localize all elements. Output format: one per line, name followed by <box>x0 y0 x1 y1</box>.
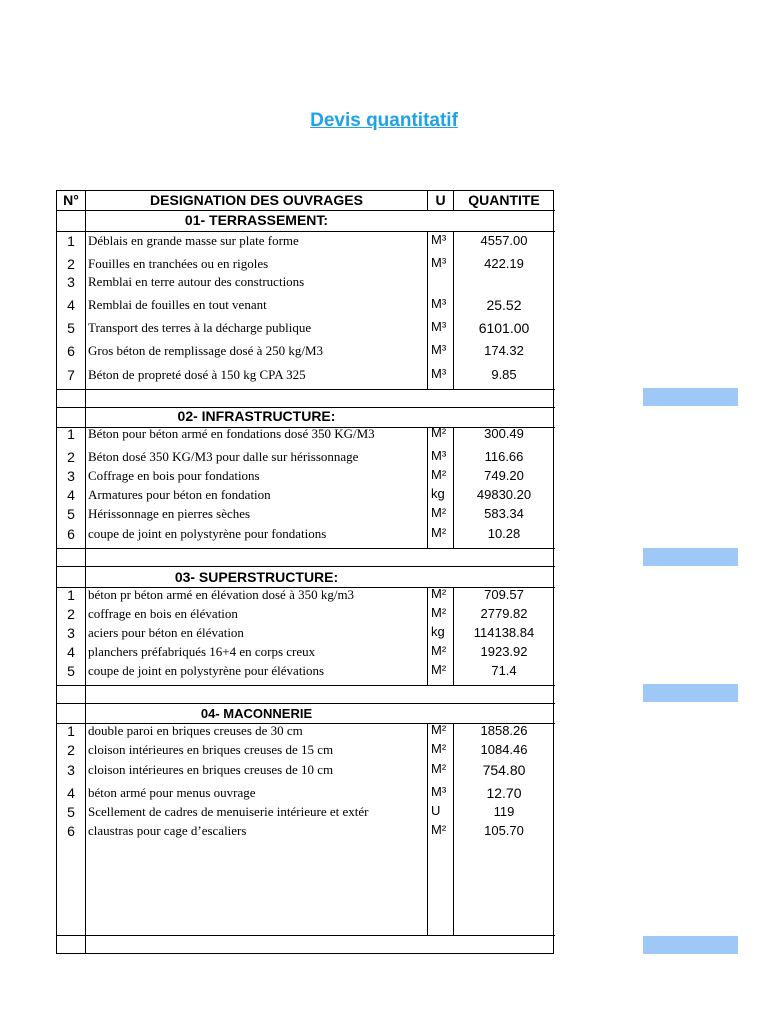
section-title-terrassement: 01- TERRASSEMENT: <box>184 212 329 228</box>
row-number: 1 <box>67 426 75 442</box>
table-row <box>57 341 555 361</box>
table-row <box>57 661 555 681</box>
row-designation: Remblai en terre autour des constructions <box>88 274 305 289</box>
table-row <box>57 721 555 741</box>
row-unit: M³ <box>431 784 447 799</box>
row-designation: Coffrage en bois pour fondations <box>88 468 260 483</box>
row-designation: cloison intérieures en briques creuses de 10 cm <box>88 762 334 777</box>
row-number: 1 <box>67 723 75 739</box>
table-row <box>57 740 555 760</box>
table-rule <box>57 210 555 211</box>
table-rule <box>57 703 555 704</box>
table-row <box>57 447 555 467</box>
row-number: 2 <box>67 449 75 465</box>
table-rule <box>57 389 555 390</box>
row-unit: M² <box>431 425 447 440</box>
row-quantity: 1858.26 <box>480 723 528 738</box>
row-designation: planchers préfabriqués 16+4 en corps creux <box>88 644 316 659</box>
row-unit: M² <box>431 662 447 677</box>
table-row <box>57 466 555 486</box>
document-title: Devis quantitatif <box>310 110 458 131</box>
row-designation: Déblais en grande masse sur plate forme <box>88 233 299 248</box>
row-quantity: 300.49 <box>484 426 524 441</box>
row-quantity: 12.70 <box>486 785 522 801</box>
row-quantity: 4557.00 <box>480 233 528 248</box>
row-quantity: 749.20 <box>484 468 524 483</box>
row-number: 6 <box>67 343 75 359</box>
row-designation: Béton dosé 350 KG/M3 pour dalle sur hérissonnage <box>88 449 359 464</box>
table-rule <box>57 566 555 567</box>
row-number: 5 <box>67 663 75 679</box>
row-number: 2 <box>67 742 75 758</box>
row-number: 5 <box>67 506 75 522</box>
column-rule <box>85 389 86 407</box>
table-rule <box>57 685 555 686</box>
row-unit: M² <box>431 467 447 482</box>
column-rule <box>85 703 86 723</box>
quantity-table <box>56 190 554 954</box>
row-designation: Hérissonnage en pierres sèches <box>88 506 251 521</box>
table-row <box>57 783 555 803</box>
row-quantity: 114138.84 <box>473 625 535 640</box>
row-quantity: 119 <box>493 804 515 819</box>
table-row <box>57 424 555 444</box>
row-unit: M² <box>431 505 447 520</box>
table-row <box>57 760 555 780</box>
column-rule <box>85 935 86 953</box>
row-designation: Gros béton de remplissage dosé à 250 kg/M3 <box>88 343 324 358</box>
row-number: 3 <box>67 625 75 641</box>
table-row <box>57 365 555 385</box>
table-row <box>57 623 555 643</box>
row-unit: M³ <box>431 319 447 334</box>
table-row <box>57 802 555 822</box>
table-rule <box>57 548 555 549</box>
row-unit: M² <box>431 722 447 737</box>
row-quantity: 9.85 <box>491 367 517 382</box>
row-quantity: 105.70 <box>484 823 524 838</box>
row-quantity: 754.80 <box>482 762 526 778</box>
row-unit: M³ <box>431 342 447 357</box>
row-designation: Béton de propreté dosé à 150 kg CPA 325 <box>88 367 306 382</box>
row-quantity: 25.52 <box>486 297 522 313</box>
row-unit: M² <box>431 761 447 776</box>
row-unit: M³ <box>431 366 447 381</box>
header-quantity: QUANTITE <box>468 192 540 208</box>
row-number: 5 <box>67 804 75 820</box>
row-number: 4 <box>67 644 75 660</box>
row-number: 3 <box>67 762 75 778</box>
row-designation: Béton pour béton armé en fondations dosé 350 KG/M3 <box>88 426 375 441</box>
row-unit: M² <box>431 741 447 756</box>
row-unit: kg <box>431 486 445 501</box>
row-designation: aciers pour béton en élévation <box>88 625 244 640</box>
table-row <box>57 642 555 662</box>
row-quantity: 1084.46 <box>480 742 528 757</box>
row-number: 5 <box>67 320 75 336</box>
table-row <box>57 272 555 292</box>
row-unit: kg <box>431 624 445 639</box>
row-designation: Fouilles en tranchées ou en rigoles <box>88 256 269 271</box>
column-rule <box>85 210 86 231</box>
header-num: N° <box>63 192 79 208</box>
table-row <box>57 254 555 274</box>
row-unit: M² <box>431 586 447 601</box>
row-unit: M² <box>431 643 447 658</box>
table-row <box>57 585 555 605</box>
row-number: 6 <box>67 526 75 542</box>
side-highlight-bar <box>643 548 738 566</box>
row-designation: Transport des terres à la décharge publique <box>88 320 312 335</box>
table-row <box>57 524 555 544</box>
row-unit: M³ <box>431 296 447 311</box>
row-unit: U <box>431 803 441 818</box>
row-number: 4 <box>67 487 75 503</box>
row-designation: coffrage en bois en élévation <box>88 606 238 621</box>
row-number: 1 <box>67 587 75 603</box>
row-quantity: 71.4 <box>491 663 517 678</box>
row-unit: M² <box>431 822 447 837</box>
row-number: 2 <box>67 606 75 622</box>
row-designation: béton armé pour menus ouvrage <box>88 785 256 800</box>
row-designation: Scellement de cadres de menuiserie intérieure et extér <box>88 804 369 819</box>
column-rule <box>427 191 428 210</box>
row-number: 4 <box>67 297 75 313</box>
table-row <box>57 231 555 251</box>
table-row <box>57 604 555 624</box>
row-quantity: 422.19 <box>484 256 524 271</box>
section-title-superstructure: 03- SUPERSTRUCTURE: <box>174 569 339 585</box>
row-quantity: 116.66 <box>484 449 524 464</box>
table-row <box>57 318 555 338</box>
row-designation: cloison intérieures en briques creuses de 15 cm <box>88 742 334 757</box>
table-row <box>57 485 555 505</box>
table-rule <box>57 407 555 408</box>
row-unit: M² <box>431 525 447 540</box>
header-designation: DESIGNATION DES OUVRAGES <box>150 192 363 208</box>
column-rule <box>85 548 86 566</box>
row-number: 3 <box>67 274 75 290</box>
row-number: 2 <box>67 256 75 272</box>
row-number: 7 <box>67 367 75 383</box>
row-designation: coupe de joint en polystyrène pour fondations <box>88 526 327 541</box>
table-rule <box>57 935 555 936</box>
row-unit: M³ <box>431 255 447 270</box>
section-title-maconnerie: 04- MACONNERIE <box>200 706 313 721</box>
row-number: 4 <box>67 785 75 801</box>
column-rule <box>85 566 86 587</box>
row-quantity: 709.57 <box>484 587 524 602</box>
row-quantity: 1923.92 <box>480 644 528 659</box>
header-unit: U <box>435 192 446 208</box>
row-quantity: 2779.82 <box>480 606 528 621</box>
row-quantity: 583.34 <box>484 506 524 521</box>
row-designation: coupe de joint en polystyrène pour élévations <box>88 663 325 678</box>
row-quantity: 174.32 <box>484 343 524 358</box>
row-designation: double paroi en briques creuses de 30 cm <box>88 723 303 738</box>
table-row <box>57 504 555 524</box>
row-number: 3 <box>67 468 75 484</box>
row-quantity: 10.28 <box>487 526 521 541</box>
column-rule <box>85 191 86 210</box>
table-row <box>57 821 555 841</box>
row-designation: Armatures pour béton en fondation <box>88 487 271 502</box>
row-unit: M³ <box>431 232 447 247</box>
side-highlight-bar <box>643 684 738 702</box>
row-unit: M³ <box>431 448 447 463</box>
section-title-infrastructure: 02- INFRASTRUCTURE: <box>177 408 336 424</box>
row-quantity: 49830.20 <box>476 487 532 502</box>
column-rule <box>453 191 454 210</box>
side-highlight-bar <box>643 388 738 406</box>
row-designation: béton pr béton armé en élévation dosé à 350 kg/m3 <box>88 587 355 602</box>
row-quantity: 6101.00 <box>478 320 530 336</box>
row-number: 1 <box>67 233 75 249</box>
side-highlight-bar <box>643 936 738 954</box>
row-designation: claustras pour cage d’escaliers <box>88 823 247 838</box>
row-number: 6 <box>67 823 75 839</box>
row-unit: M² <box>431 605 447 620</box>
table-row <box>57 295 555 315</box>
row-designation: Remblai de fouilles en tout venant <box>88 297 267 312</box>
column-rule <box>85 685 86 703</box>
